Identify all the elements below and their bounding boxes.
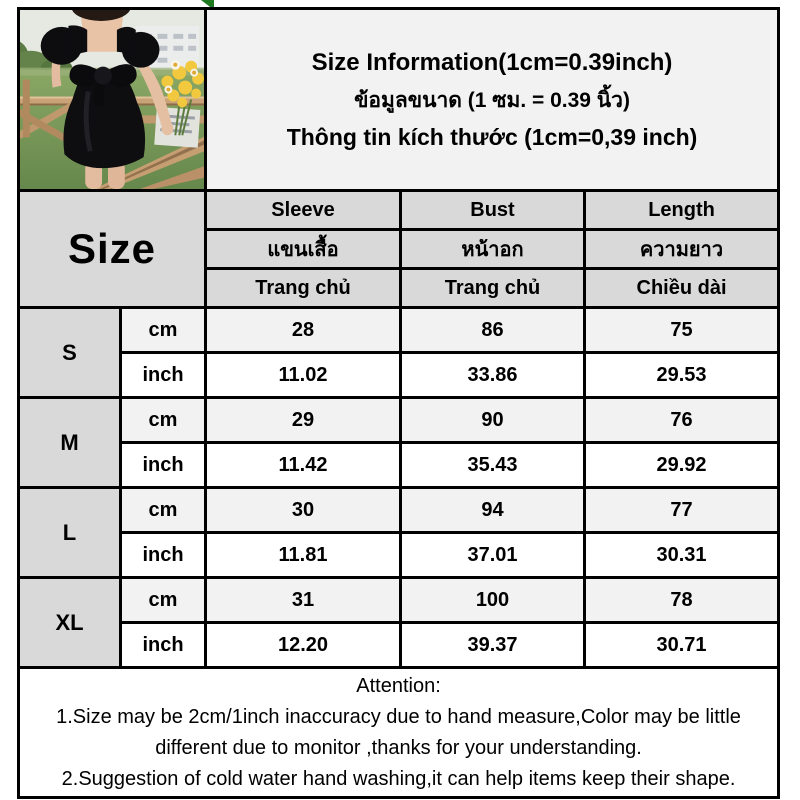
value-m-sleeve-cm: 29 [206, 398, 401, 443]
value-xl-length-inch: 30.71 [585, 623, 779, 668]
size-header-cell: Size [19, 191, 206, 308]
value-s-length-inch: 29.53 [585, 353, 779, 398]
value-l-bust-inch: 37.01 [401, 533, 585, 578]
table-row-s-inch [19, 353, 779, 398]
col-header-bust-th: หน้าอก [401, 230, 585, 269]
title-box [206, 9, 779, 191]
header-row-english [19, 191, 779, 230]
table-row-m-inch [19, 443, 779, 488]
value-l-length-cm: 77 [585, 488, 779, 533]
unit-label-inch: inch [121, 353, 206, 398]
value-s-length-cm: 75 [585, 308, 779, 353]
table-row-l-inch [19, 533, 779, 578]
value-m-length-inch: 29.92 [585, 443, 779, 488]
value-l-sleeve-cm: 30 [206, 488, 401, 533]
unit-label-cm: cm [121, 488, 206, 533]
col-header-length-th: ความยาว [585, 230, 779, 269]
value-s-sleeve-cm: 28 [206, 308, 401, 353]
product-photo-illustration [19, 10, 206, 189]
col-header-length-vi: Chiều dài [585, 269, 779, 308]
unit-label-inch: inch [121, 623, 206, 668]
value-l-bust-cm: 94 [401, 488, 585, 533]
unit-label-cm: cm [121, 578, 206, 623]
unit-label-inch: inch [121, 443, 206, 488]
size-label-s: S [19, 308, 121, 398]
title-english: Size Information(1cm=0.39inch) [311, 48, 673, 76]
table-row-m-cm [19, 398, 779, 443]
product-photo [19, 10, 206, 189]
size-label-m: M [19, 398, 121, 488]
col-header-sleeve-th: แขนเสื้อ [206, 230, 401, 269]
size-label-xl: XL [19, 578, 121, 668]
product-photo-cell [19, 9, 206, 191]
attention-box [19, 668, 779, 798]
attention-heading: Attention: [356, 674, 441, 697]
table-row-xl-cm [19, 578, 779, 623]
value-xl-bust-cm: 100 [401, 578, 585, 623]
unit-label-inch: inch [121, 533, 206, 578]
col-header-length-en: Length [585, 191, 779, 230]
value-m-bust-inch: 35.43 [401, 443, 585, 488]
value-xl-sleeve-inch: 12.20 [206, 623, 401, 668]
value-m-bust-cm: 90 [401, 398, 585, 443]
attention-band [19, 668, 779, 798]
value-m-length-cm: 76 [585, 398, 779, 443]
table-row-xl-inch [19, 623, 779, 668]
hand [161, 121, 173, 135]
value-s-sleeve-inch: 11.02 [206, 353, 401, 398]
table-row-s-cm [19, 308, 779, 353]
black-dress-skirt [63, 78, 145, 168]
value-s-bust-cm: 86 [401, 308, 585, 353]
value-xl-sleeve-cm: 31 [206, 578, 401, 623]
col-header-bust-en: Bust [401, 191, 585, 230]
size-information-table [17, 7, 780, 799]
col-header-sleeve-vi: Trang chủ [206, 269, 401, 308]
unit-label-cm: cm [121, 398, 206, 443]
table-row-l-cm [19, 488, 779, 533]
value-l-length-inch: 30.31 [585, 533, 779, 578]
attention-note-2: 2.Suggestion of cold water hand washing,it can help items keep their shape. [61, 767, 736, 790]
unit-label-cm: cm [121, 308, 206, 353]
title-vietnamese: Thông tin kích thước (1cm=0,39 inch) [286, 123, 698, 150]
size-label-l: L [19, 488, 121, 578]
value-m-sleeve-inch: 11.42 [206, 443, 401, 488]
photo-title-band [19, 9, 779, 191]
value-l-sleeve-inch: 11.81 [206, 533, 401, 578]
attention-note-1: 1.Size may be 2cm/1inch inaccuracy due to hand measure,Color may be little different due to monitor ,thanks for your understanding. [56, 705, 741, 759]
col-header-bust-vi: Trang chủ [401, 269, 585, 308]
col-header-sleeve-en: Sleeve [206, 191, 401, 230]
value-xl-length-cm: 78 [585, 578, 779, 623]
title-thai: ข้อมูลขนาด (1 ซม. = 0.39 นิ้ว) [354, 88, 630, 112]
value-s-bust-inch: 33.86 [401, 353, 585, 398]
value-xl-bust-inch: 39.37 [401, 623, 585, 668]
